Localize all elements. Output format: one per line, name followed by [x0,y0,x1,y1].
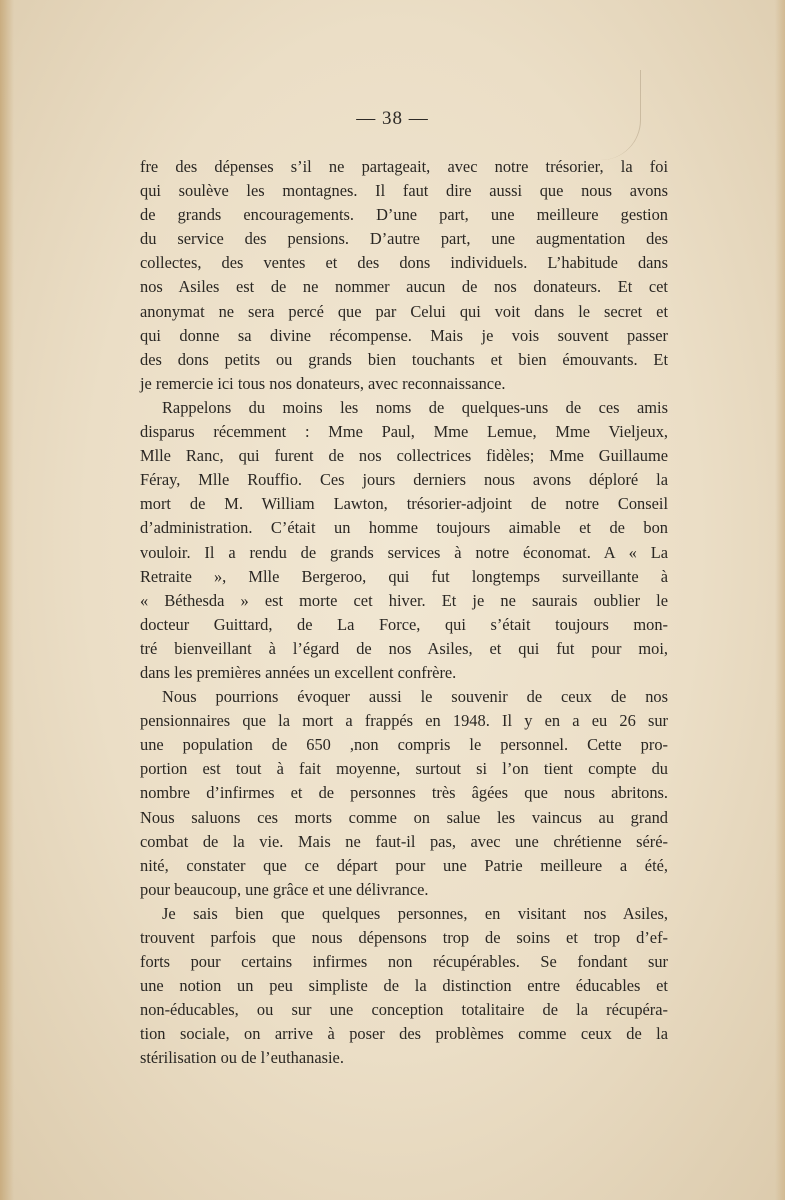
text-line: « Béthesda » est morte cet hiver. Et je ne saurais oublier le [140,590,668,610]
body-text [140,155,668,1071]
text-line: nité, constater que ce départ pour une Patrie meilleure a été, [140,855,668,875]
paragraph [140,685,668,902]
text-line: portion est tout à fait moyenne, surtout si l’on tient compte du [140,759,668,779]
text-line: Nous saluons ces morts comme on salue les vaincus au grand [140,807,668,827]
text-line: forts pour certains infirmes non récupérables. Se fondant sur [140,952,668,972]
text-line: Mlle Ranc, qui furent de nos collectrices fidèles; Mme Guillaume [140,446,668,466]
text-line: d’administration. C’était un homme toujours aimable et de bon [140,518,668,538]
text-line: dans les premières années un excellent confrère. [140,662,457,682]
paragraph [140,396,668,685]
paragraph [140,902,668,1071]
page-number: — 38 — [356,108,429,129]
text-line: une notion un peu simpliste de la distinction entre éducables et [140,976,668,996]
text-line: trouvent parfois que nous dépensons trop de soins et trop d’ef- [140,928,668,947]
text-line: une population de 650 ,non compris le personnel. Cette pro- [140,735,668,755]
text-line: je remercie ici tous nos donateurs, avec reconnaissance. [140,373,506,393]
text-line: combat de la vie. Mais ne faut-il pas, avec une chrétienne séré- [140,831,668,851]
text-line: qui soulève les montagnes. Il faut dire aussi que nous avons [140,181,668,201]
text-line: nos Asiles est de ne nommer aucun de nos donateurs. Et cet [140,277,668,297]
text-line: Je sais bien que quelques personnes, en visitant nos Asiles, [162,903,668,923]
text-line: des dons petits ou grands bien touchants et bien émouvants. Et [140,349,668,369]
text-line: tion sociale, on arrive à poser des problèmes comme ceux de la [140,1024,668,1044]
paragraph [140,155,668,396]
text-line: fre des dépenses s’il ne partageait, avec notre trésorier, la foi [140,157,668,176]
text-line: Rappelons du moins les noms de quelques-uns de ces amis [162,397,668,417]
text-line: stérilisation ou de l’euthanasie. [140,1048,344,1068]
page-edge-right [775,0,785,1200]
text-line: mort de M. William Lawton, trésorier-adjoint de notre Conseil [140,494,668,514]
text-line: non-éducables, ou sur une conception totalitaire de la récupéra- [140,1000,668,1020]
text-line: pour beaucoup, une grâce et une délivrance. [140,879,429,899]
text-line: Nous pourrions évoquer aussi le souvenir de ceux de nos [162,687,668,707]
text-line: docteur Guittard, de La Force, qui s’était toujours mon- [140,614,668,634]
text-line: vouloir. Il a rendu de grands services à notre économat. A « La [140,542,668,562]
text-line: tré bienveillant à l’égard de nos Asiles, et qui fut pour moi, [140,638,668,658]
text-line: du service des pensions. D’autre part, une augmentation des [140,229,668,249]
text-line: anonymat ne sera percé que par Celui qui voit dans le secret et [140,301,668,321]
text-line: de grands encouragements. D’une part, une meilleure gestion [140,205,668,225]
text-line: disparus récemment : Mme Paul, Mme Lemue, Mme Vieljeux, [140,422,668,442]
text-line: collectes, des ventes et des dons individuels. L’habitude dans [140,253,668,273]
text-line: Retraite », Mlle Bergeroo, qui fut longtemps surveillante à [140,566,668,586]
text-line: Féray, Mlle Rouffio. Ces jours derniers nous avons déploré la [140,470,668,490]
text-line: pensionnaires que la mort a frappés en 1948. Il y en a eu 26 sur [140,711,668,731]
text-line: nombre d’infirmes et de personnes très âgées que nous abritons. [140,783,668,803]
text-line: qui donne sa divine récompense. Mais je vois souvent passer [140,325,668,345]
page-edge-left [0,0,14,1200]
